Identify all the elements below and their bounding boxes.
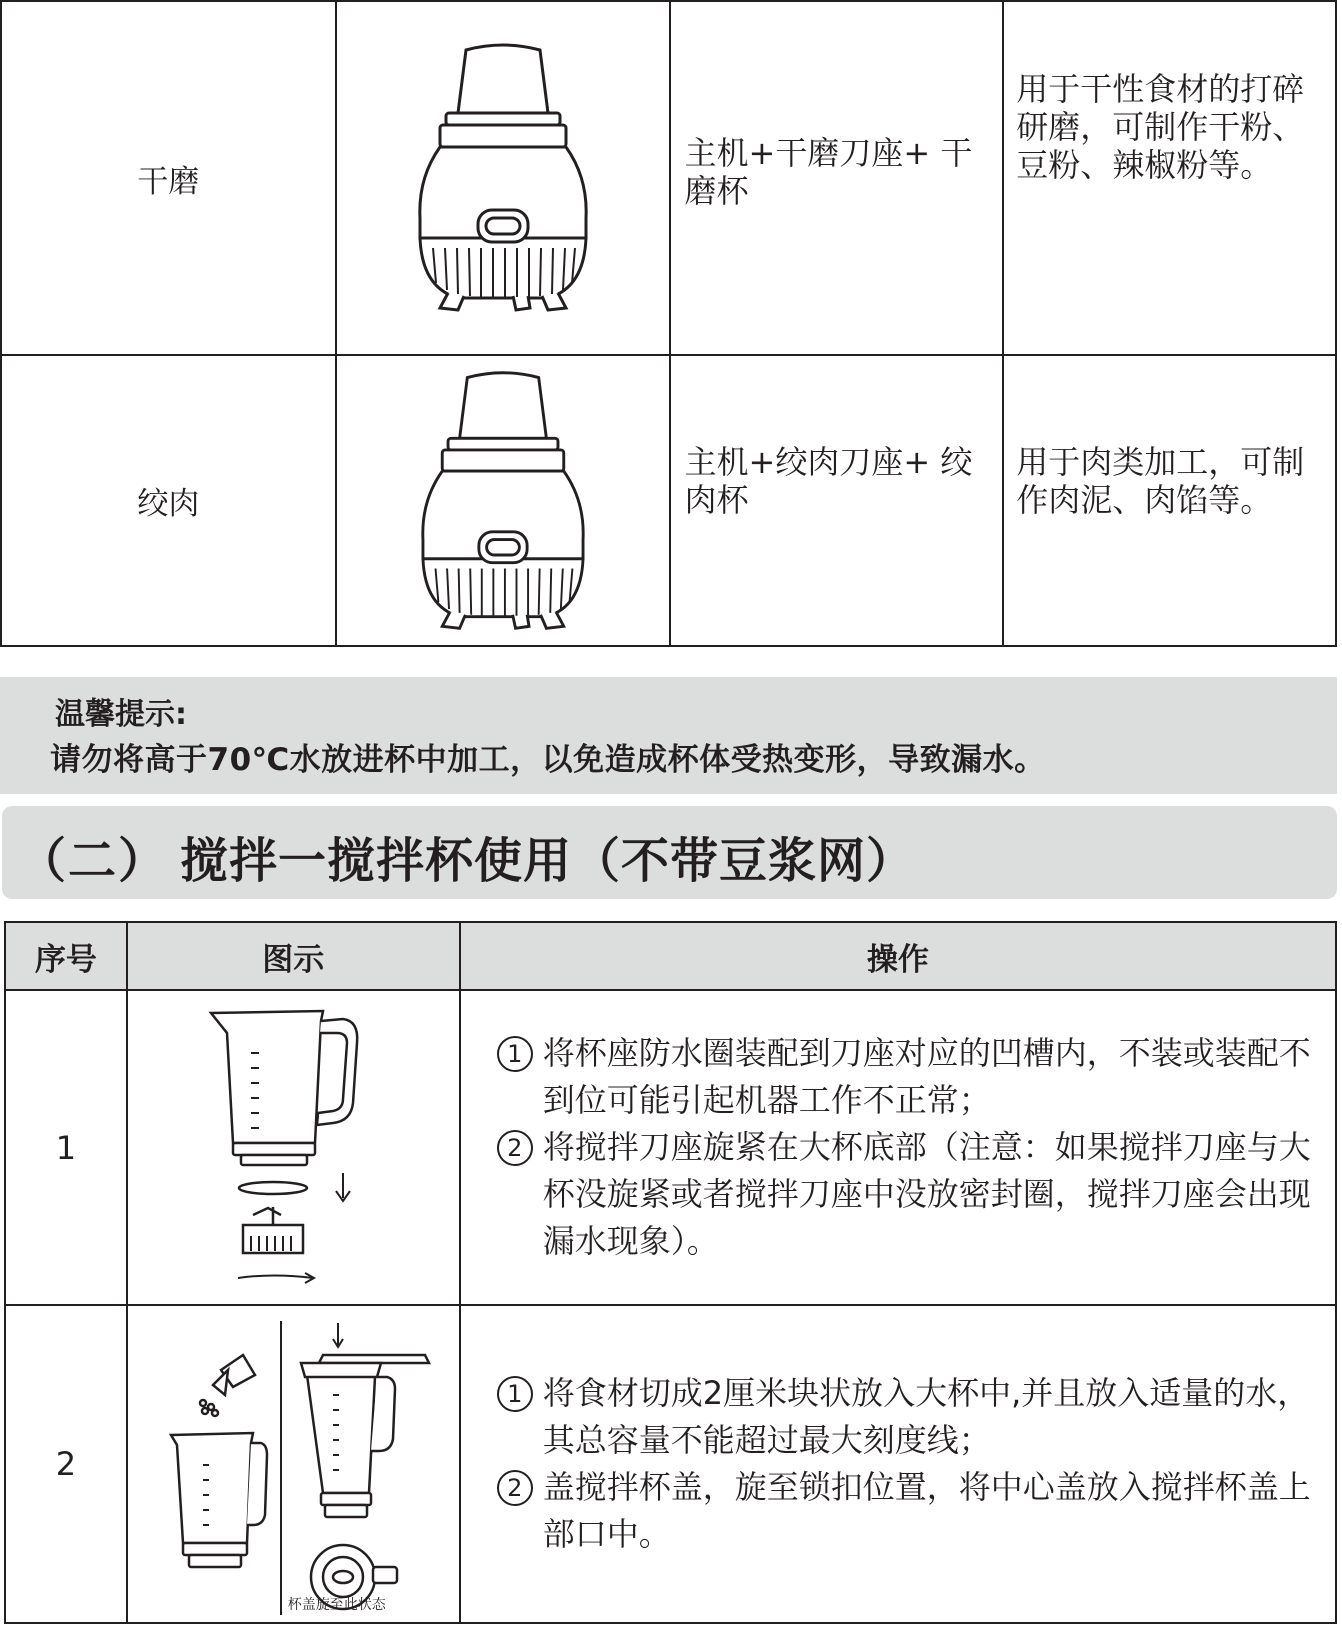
section-title: 搅拌一搅拌杯使用（不带豆浆网） [180,833,916,889]
tip-text: 请勿将高于70℃水放进杯中加工，以免造成杯体受热变形，导致漏水。 [50,742,1046,778]
step1-illustration [127,990,460,1305]
usage-cell [1003,355,1336,646]
usage-cell [1003,1,1336,355]
blender-jar-assembly-icon [193,1003,393,1293]
usage-text: 用于干性食材的打碎研磨，可制作干粉、豆粉、辣椒粉等。 [1016,70,1305,184]
header-operation: 操作 [460,922,1336,990]
blender-filling-icon [133,1315,453,1620]
header-figure: 图示 [127,922,460,990]
operation-cell [460,1305,1336,1623]
table-row [1,355,1336,646]
table-header-row [5,922,1336,990]
section-header [2,806,1337,899]
step-marker: 2 [497,1470,533,1506]
operation-step [461,1124,1335,1265]
step-marker: 1 [497,1376,533,1412]
steps-table [4,921,1337,1624]
section-number: （二） [18,833,169,889]
tip-title: 温馨提示: [55,697,187,732]
mode-cell: 绞肉 [1,355,336,646]
grinder-machine-icon [418,38,588,318]
table-row [1,1,1336,355]
config-text: 主机+干磨刀座+ 干磨杯 [684,134,973,210]
step-number: 2 [5,1305,127,1623]
config-cell [670,355,1004,646]
step-marker: 2 [497,1130,533,1166]
step-text: 将杯座防水圈装配到刀座对应的凹槽内，不装或装配不到位可能引起机器工作不正常； [542,1034,1311,1119]
dry-grinder-illustration [336,1,670,355]
grinder-machine-icon [418,366,588,636]
operation-step [461,1370,1335,1464]
operation-step [461,1464,1335,1558]
step-text: 将食材切成2厘米块状放入大杯中,并且放入适量的水，其总容量不能超过最大刻度线； [542,1374,1310,1459]
step-text: 将搅拌刀座旋紧在大杯底部（注意：如果搅拌刀座与大杯没旋紧或者搅拌刀座中没放密封圈，搅拌刀座会出现漏水现象）。 [542,1128,1311,1260]
step-number: 1 [5,990,127,1305]
config-cell [670,1,1004,355]
step-marker: 1 [497,1036,533,1072]
meat-grinder-illustration [336,355,670,646]
step2-illustration [127,1305,460,1623]
warm-tip-box [0,677,1337,794]
config-text: 主机+绞肉刀座+ 绞肉杯 [684,443,973,519]
operation-cell [460,990,1336,1305]
table-row [5,1305,1336,1623]
figure-caption: 杯盖旋至此状态 [287,1596,386,1613]
header-no: 序号 [5,922,127,990]
step-text: 盖搅拌杯盖，旋至锁扣位置，将中心盖放入搅拌杯盖上部口中。 [542,1468,1311,1553]
usage-text: 用于肉类加工，可制作肉泥、肉馅等。 [1016,443,1305,519]
operation-step [461,1030,1335,1124]
table-row [5,990,1336,1305]
mode-cell: 干磨 [1,1,336,355]
accessory-table [0,0,1337,647]
